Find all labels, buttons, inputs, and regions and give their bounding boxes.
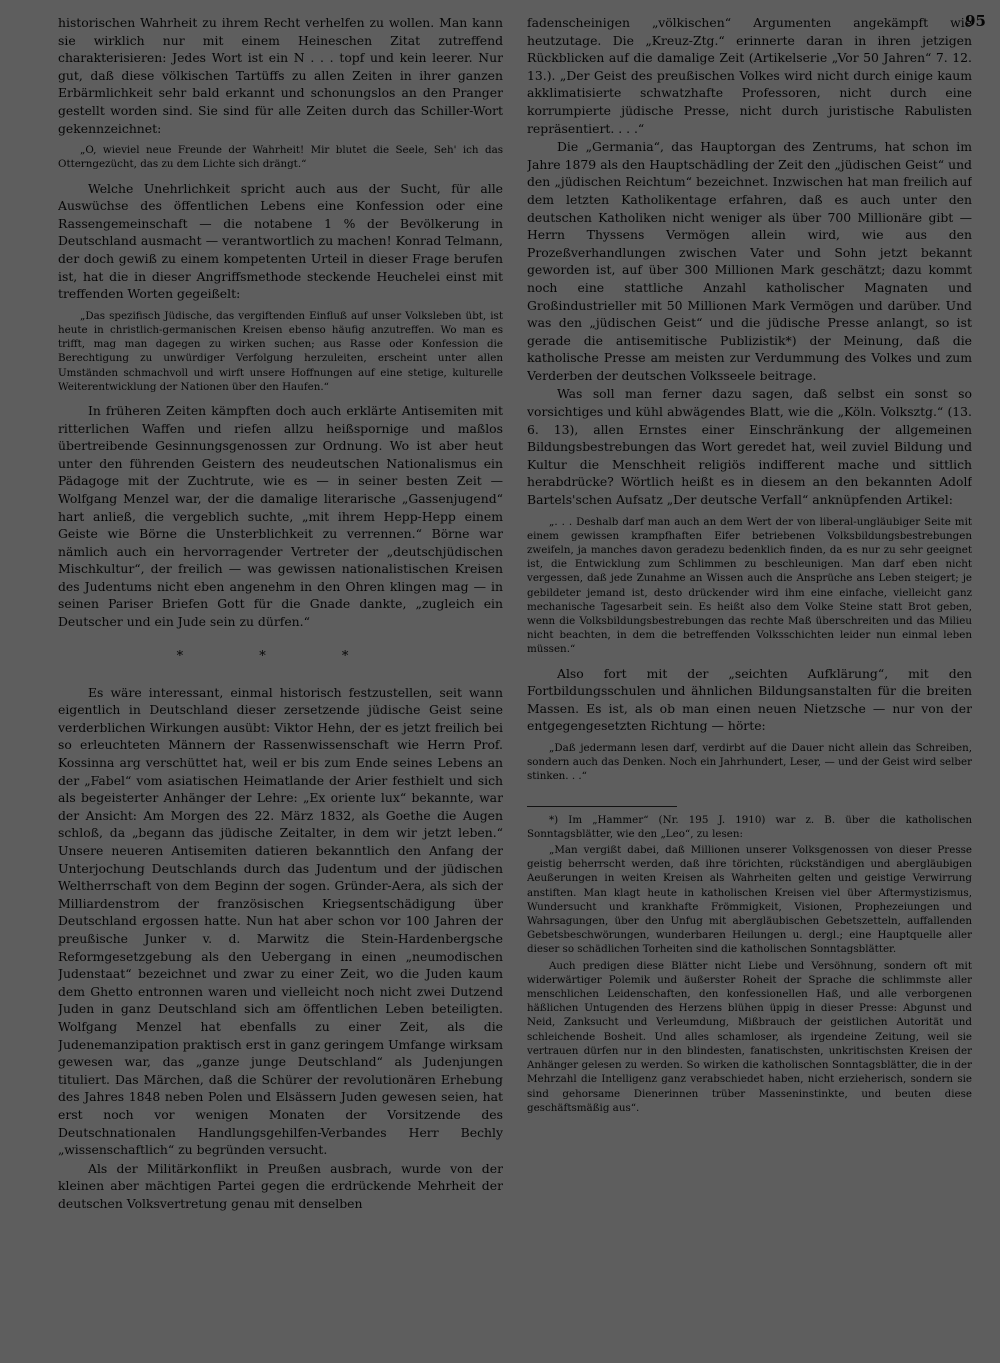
paragraph: Die „Germania“, das Hauptorgan des Zentrums, hat schon im Jahre 1879 als den Hauptschädling der Zeit den „jüdischen Geist“ und den „jüdischen Reichtum“ bezeichnet. Inzwischen hat man freilich auf dem letzten Katholikentage erfahren, daß es auch unter den deutschen Katholiken nicht weniger als über 700 Millionäre gibt — Herrn Thyssens Vermögen allein wird, wie aus den Prozeßverhandlungen zwischen Vater und Sohn jetzt bekannt geworden ist, auf über 300 Millionen Mark geschätzt; dazu kommt noch eine stattliche Anzahl katholischer Magnaten und Großindustrieller mit 50 Millionen Mark Vermögen und darüber. Und was den „jüdischen Geist“ und die jüdische Presse anlangt, so ist gerade die antisemitische Publizistik*) der Meinung, daß die katholische Presse am meisten zur Verdummung des Volkes und zum Verderben der deutschen Volksseele beitrage. [527,139,972,383]
paragraph: Als der Militärkonflikt in Preußen ausbrach, wurde von der kleinen aber mächtigen Partei gegen die erdrückende Mehrheit der deutschen Volksvertretung genau mit denselben [58,1160,503,1211]
section-divider: * * * [176,648,385,664]
block-quote: „O, wieviel neue Freunde der Wahrheit! Mir blutet die Seele, Seh' ich das Otterngezücht, das zu dem Lichte sich drängt.“ [58,144,503,171]
paragraph: In früheren Zeiten kämpften doch auch erklärte Antisemiten mit ritterlichen Waffen und riefen allzu heißspornige und maßlos übertreibende Gesinnungsgenossen zur Ordnung. Wo ist aber heut unter den führenden Geistern des neudeutschen Nationalismus ein Pädagoge mit der Zuchtrute, wie es — in seiner besten Zeit — Wolfgang Menzel war, der die damalige literarische „Gassenjugend“ hart anließ, die vergeblich suchte, „mit ihrem Hepp-Hepp einem Geiste wie Börne die Unsterblichkeit zu verrennen.“ Börne war nämlich auch ein hervorragender Vertreter der „deutschjüdischen Mischkultur“, der freilich — was gewissen nationalistischen Kreisen des Judentums nicht eben angenehm in den Ohren klingen mag — in seinen Pariser Briefen Gott für die Gnade dankte, „zugleich ein Deutscher und ein Jude sein zu dürfen.“ [58,402,503,630]
footnote-paragraph: „Man vergißt dabei, daß Millionen unserer Volksgenossen von dieser Presse geistig beherrscht werden, daß ihre törichten, rückständigen und abergläubigen Aeußerungen in weiten Kreisen als Wahrheiten gelten und geistige Verwirrung anstiften. Man klagt heute in katholischen Kreisen viel über Aftermystizismus, Wundersucht und krankhafte Frömmigkeit, Visionen, Prophezeiungen und Wahrsagungen, über den Unfug mit abergläubischen Gebetszetteln, auffallenden Gebetsbeschwörungen, wunderbaren Heilungen u. dergl.; eine Hauptquelle aller dieser so schädlichen Torheiten sind die katholischen Sonntagsblätter. [527,844,972,956]
paragraph: fadenscheinigen „völkischen“ Argumenten angekämpft wie heutzutage. Die „Kreuz-Ztg.“ erinnerte daran in ihren jetzigen Rückblicken auf die damalige Zeit (Artikelserie „Vor 50 Jahren“ 7. 12. 13.). „Der Geist des preußischen Volkes wird nicht durch einige kaum akklimatisierte schwatzhafte Professoren, nicht durch eine korrumpierte jüdische Presse, nicht durch juristische Rabulisten repräsentiert. . . .“ [527,15,972,136]
text-columns [58,14,974,1354]
paragraph: Es wäre interessant, einmal historisch festzustellen, seit wann eigentlich in Deutschland dieser zersetzende jüdische Geist seine verderblichen Wirkungen ausübt: Viktor Hehn, der es jetzt freilich bei so erleuchteten Männern der Rassenwissenschaft wie Herrn Prof. Kossinna arg verschüttet hat, weil er bis zum Ende seines Lebens an der „Fabel“ vom asiatischen Heimatlande der Arier festhielt und sich als begeisterter Anhänger der Lehre: „Ex oriente lux“ bekannte, war der Ansicht: Am Morgen des 22. März 1832, als Goethe die Augen schloß, da „begann das jüdische Zeitalter, in dem wir jetzt leben.“ Unsere neueren Antisemiten datieren bekanntlich den Anfang der Unterjochung Deutschlands durch das Judentum und der jüdischen Weltherrschaft von dem Beginn der sogen. Gründer-Aera, als sich der Milliardenstrom der französischen Kriegsentschädigung über Deutschland ergossen hatte. Nun hat aber schon vor 100 Jahren der preußische Junker v. d. Marwitz die Stein-Hardenbergsche Reformgesetzgebung als den Uebergang in einen „neumodischen Judenstaat“ bezeichnet und zwar zu einer Zeit, wo die Juden kaum dem Ghetto entronnen waren und vielleicht noch nicht zwei Dutzend Juden in ganz Deutschland sich am öffentlichen Leben beteiligten. Wolfgang Menzel hat ebenfalls zu einer Zeit, als die Judenemanzipation praktisch erst in ganz geringem Umfange wirksam gewesen war, das „ganze junge Deutschland“ als Judenjungen tituliert. Das Märchen, daß die Schürer der revolutionären Erhebung des Jahres 1848 neben Polen und Elsässern Juden gewesen seien, hat erst noch vor wenigen Monaten der Vorsitzende des Deutschnationalen Handlungsgehilfen-Verbandes Herr Bechly „wissenschaftlich“ zu begründen versucht. [58,684,503,1158]
block-quote: „Das spezifisch Jüdische, das vergiftenden Einfluß auf unser Volksleben übt, ist heute in christlich-germanischen Kreisen ebenso häufig anzutreffen. Wo man es trifft, mag man dagegen zu wirken suchen; aus Rasse oder Konfession die Berechtigung zu unwürdiger Verfolgung herzuleiten, erscheint unter allen Umständen schmachvoll und wirft unsere Hoffnungen auf eine stetige, kulturelle Weiterentwicklung der Nationen über den Haufen.“ [58,309,503,393]
page-number: 95 [965,12,986,30]
left-column [58,14,503,1354]
footnote-paragraph: Auch predigen diese Blätter nicht Liebe und Versöhnung, sondern oft mit widerwärtiger Polemik und äußerster Roheit der Sprache die schlimmste aller menschlichen Leidenschaften, den konfessionellen Haß, und alle verborgenen häßlichen Untugenden des Herzens blühen üppig in dieser Presse: Abgunst und Neid, Zanksucht und Verleumdung, Mißbrauch der geistlichen Autorität und schleichende Bosheit. Und alles schamloser, als irgendeine Zeitung, weil sie vertrauen dürfen nur in den blindesten, fanatischsten, unkritischsten Kreisen der Anhänger gelesen zu werden. So wirken die katholischen Sonntagsblätter, die in der Mehrzahl die Intelligenz ganz verabschiedet haben, nicht erzieherisch, sondern sie sind gehorsame Dienerinnen trüber Masseninstinkte, und beuten diese geschäftsmäßig aus“. [527,959,972,1114]
footnote-rule [527,806,677,807]
paragraph: historischen Wahrheit zu ihrem Recht verhelfen zu wollen. Man kann sie wirklich nur mit einem Heineschen Zitat zutreffend charakterisieren: Jedes Wort ist ein N . . . topf und kein leerer. Nur gut, daß diese völkischen Tartüffs zu allen Zeiten in ihrer ganzen Erbärmlichkeit sehr bald erkannt und schonungslos an den Pranger gestellt worden sind. Sie sind für alle Zeiten durch das Schiller-Wort gekennzeichnet: [58,15,503,136]
paragraph: Was soll man ferner dazu sagen, daß selbst ein sonst so vorsichtiges und kühl abwägendes Blatt, wie die „Köln. Volksztg.“ (13. 6. 13), allen Ernstes einer Einschränkung der allgemeinen Bildungsbestrebungen das Wort geredet hat, weil zuviel Bildung und Kultur die Menschheit religiös indifferent mache und sittlich herabdrücke? Wörtlich heißt es in diesem an den bekannten Adolf Bartels'schen Aufsatz „Der deutsche Verfall“ anknüpfenden Artikel: [527,386,972,508]
block-quote: „. . . Deshalb darf man auch an dem Wert der von liberal-ungläubiger Seite mit einem gewissen krampfhaften Eifer betriebenen Volksbildungsbestrebungen zweifeln, ja manches davon geradezu bedenklich finden, da es nur zu sehr geeignet ist, die Entwicklung zum Schlimmen zu beschleunigen. Man darf eben nicht vergessen, daß jede Zunahme an Wissen auch die Ansprüche ans Leben steigert; je gebildeter jemand ist, desto drückender wird ihm eine einfache, vielleicht ganz mechanische Tagesarbeit sein. Es heißt also dem Volke Steine statt Brot geben, wenn die Volksbildungsbestrebungen das rechte Maß überschreiten und das Milieu nicht beachten, in dem die betreffenden Volksschichten leider nun einmal leben müssen.“ [527,515,972,656]
footnote-paragraph: *) Im „Hammer“ (Nr. 195 J. 1910) war z. B. über die katholischen Sonntagsblätter, wie den „Leo“, zu lesen: [527,813,972,840]
block-quote: „Daß jedermann lesen darf, verdirbt auf die Dauer nicht allein das Schreiben, sondern auch das Denken. Noch ein Jahrhundert, Leser, — und der Geist wird selber stinken. . .“ [527,742,972,783]
right-column [527,14,972,1354]
paragraph: Welche Unehrlichkeit spricht auch aus der Sucht, für alle Auswüchse des öffentlichen Lebens eine Konfession oder eine Rassengemeinschaft — die notabene 1 % der Bevölkerung in Deutschland ausmacht — verantwortlich zu machen! Konrad Telmann, der doch gewiß zu einem kompetenten Urteil in dieser Frage berufen ist, hat die in dieser Angriffsmethode steckende Heuchelei einst mit treffenden Worten gegeißelt: [58,180,503,302]
paragraph: Also fort mit der „seichten Aufklärung“, mit den Fortbildungsschulen und ähnlichen Bildungsanstalten für die breiten Massen. Es ist, als ob man einen neuen Nietzsche — nur von der entgegengesetzten Richtung — hörte: [527,665,972,734]
